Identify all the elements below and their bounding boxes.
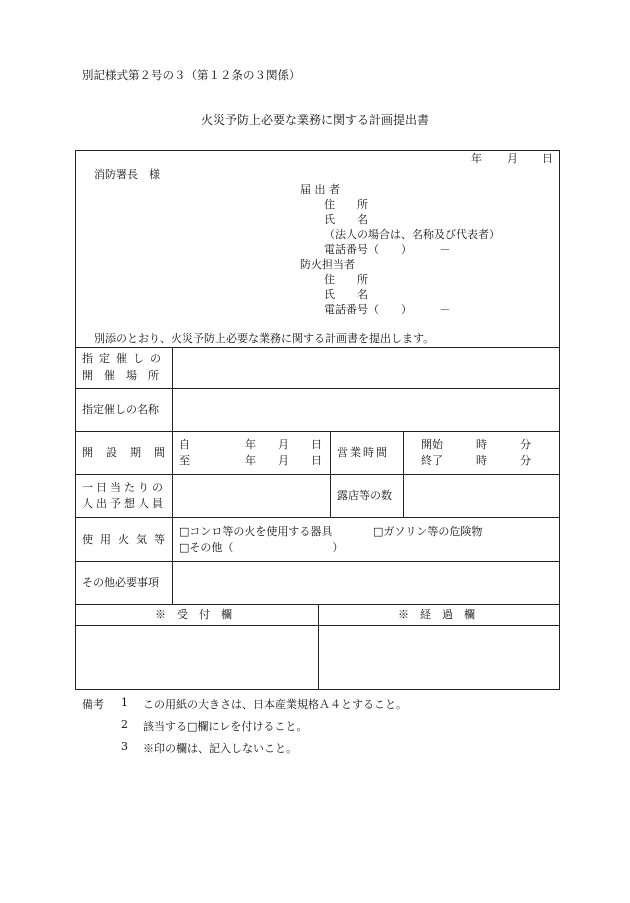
row-divider (75, 517, 560, 518)
stalls-label: 露店等の数 (337, 489, 392, 502)
period-from: 自 年 月 日 (179, 438, 322, 451)
fire-option-gasoline[interactable]: □ガソリン等の危険物 (373, 525, 483, 538)
event-name-label: 指定催しの名称 (82, 403, 159, 416)
fire-manager-phone: 電話番号（ ） － (324, 303, 451, 316)
visitors-label-line2: 人出予想人員 (82, 497, 166, 510)
column-divider (403, 431, 404, 517)
hours-label: 営業時間 (337, 446, 389, 459)
hours-end: 終了 時 分 (421, 454, 531, 467)
fire-option-other[interactable]: □その他（ ） (179, 541, 344, 554)
date-year: 年 (471, 152, 482, 165)
addressee: 消防署長 様 (94, 168, 160, 181)
venue-label-line2: 開催場所 (82, 369, 170, 382)
fire-manager-heading: 防火担当者 (300, 258, 355, 271)
row-divider (75, 388, 560, 389)
column-divider (330, 431, 331, 517)
reception-header: ※ 受 付 欄 (155, 608, 232, 621)
submission-statement: 別添のとおり、火災予防上必要な業務に関する計画書を提出します。 (94, 332, 435, 345)
document-title: 火災予防上必要な業務に関する計画提出書 (200, 113, 429, 127)
progress-header: ※ 経 過 欄 (398, 608, 475, 621)
row-divider (75, 561, 560, 562)
other-items-label: その他必要事項 (82, 576, 159, 589)
note-number: 1 (121, 696, 128, 709)
note-text: 該当する□欄にレを付けること。 (143, 720, 308, 733)
row-divider (75, 431, 560, 432)
visitors-label-line1: 一日当たりの (82, 481, 166, 494)
venue-label-line1: 指定催しの (82, 352, 167, 365)
note-number: 2 (121, 718, 128, 731)
form-reference: 別記様式第２号の３（第１２条の３関係） (82, 68, 301, 82)
applicant-name: 氏 名 (324, 213, 368, 226)
applicant-address: 住 所 (324, 198, 368, 211)
date-day: 日 (542, 152, 553, 165)
note-text: ※印の欄は、記入しないこと。 (143, 742, 297, 755)
row-divider (75, 474, 560, 475)
fire-manager-name: 氏 名 (324, 288, 368, 301)
period-label: 開設期間 (82, 446, 178, 459)
period-to: 至 年 月 日 (179, 454, 322, 467)
note-number: 3 (121, 740, 128, 753)
fire-use-label: 使用火気等 (82, 533, 172, 546)
label-column-divider (172, 347, 173, 604)
hours-start: 開始 時 分 (421, 438, 531, 451)
note-text: この用紙の大きさは、日本産業規格Ａ４とすること。 (143, 698, 407, 711)
fire-option-stove[interactable]: □コンロ等の火を使用する器具 (179, 525, 333, 538)
date-month: 月 (507, 152, 518, 165)
row-divider (75, 347, 560, 348)
applicant-corp-note: （法人の場合は、名称及び代表者） (324, 228, 500, 241)
reception-column-divider (318, 604, 319, 690)
fire-manager-address: 住 所 (324, 273, 368, 286)
applicant-heading: 届 出 者 (300, 183, 340, 196)
notes-heading: 備考 (82, 698, 104, 711)
applicant-phone: 電話番号（ ） － (324, 243, 451, 256)
